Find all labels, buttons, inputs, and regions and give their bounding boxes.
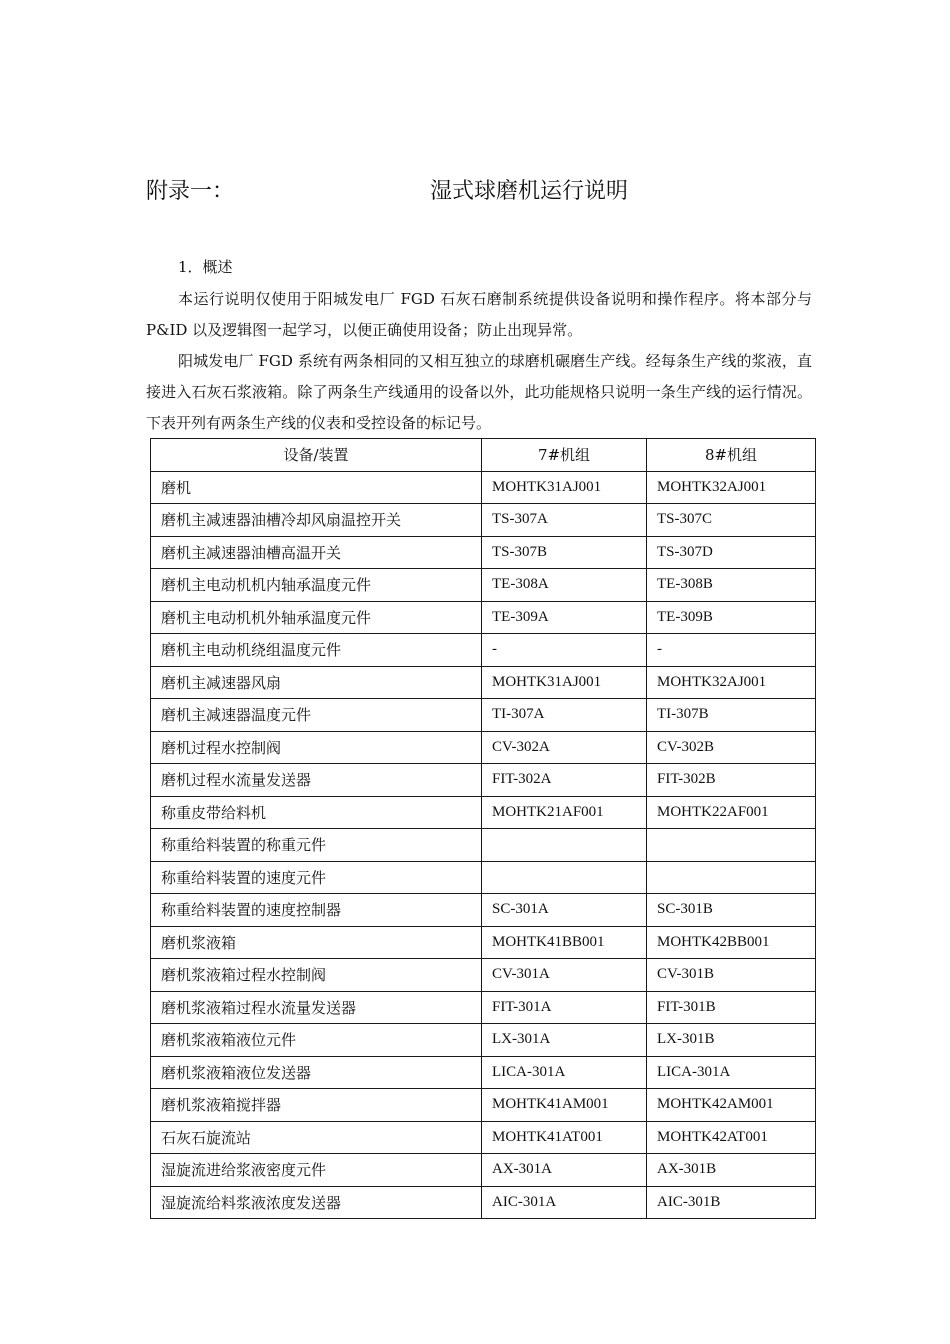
- unit-7-tag-cell: AIC-301A: [482, 1186, 647, 1219]
- unit-8-tag-cell: MOHTK32AJ001: [647, 666, 816, 699]
- table-row: [151, 1056, 816, 1089]
- unit-8-tag-cell: [647, 861, 816, 894]
- unit-8-tag-cell: TE-308B: [647, 569, 816, 602]
- unit-7-tag-cell: FIT-301A: [482, 991, 647, 1024]
- table-row: [151, 796, 816, 829]
- equipment-name-cell: 磨机主减速器温度元件: [151, 699, 482, 732]
- unit-7-tag-cell: TS-307A: [482, 504, 647, 537]
- table-row: [151, 1089, 816, 1122]
- equipment-name-cell: 磨机主电动机机外轴承温度元件: [151, 601, 482, 634]
- unit-7-tag-cell: TI-307A: [482, 699, 647, 732]
- unit-7-tag-cell: CV-301A: [482, 959, 647, 992]
- table-row: [151, 731, 816, 764]
- table-row: [151, 861, 816, 894]
- unit-7-tag-cell: MOHTK31AJ001: [482, 471, 647, 504]
- unit-8-tag-cell: MOHTK32AJ001: [647, 471, 816, 504]
- table-row: [151, 829, 816, 862]
- unit-7-tag-cell: MOHTK21AF001: [482, 796, 647, 829]
- unit-8-tag-cell: -: [647, 634, 816, 667]
- equipment-name-cell: 磨机主减速器风扇: [151, 666, 482, 699]
- table-row: [151, 1186, 816, 1219]
- table-body: [151, 471, 816, 1219]
- table-row: [151, 504, 816, 537]
- unit-7-tag-cell: MOHTK41AM001: [482, 1089, 647, 1122]
- unit-7-tag-cell: -: [482, 634, 647, 667]
- table-row: [151, 959, 816, 992]
- unit-8-tag-cell: CV-301B: [647, 959, 816, 992]
- unit-7-tag-cell: AX-301A: [482, 1154, 647, 1187]
- unit-8-tag-cell: MOHTK22AF001: [647, 796, 816, 829]
- equipment-name-cell: 磨机: [151, 471, 482, 504]
- equipment-name-cell: 磨机浆液箱: [151, 926, 482, 959]
- column-header-unit-7: 7#机组: [482, 439, 647, 472]
- unit-7-tag-cell: CV-302A: [482, 731, 647, 764]
- unit-8-tag-cell: MOHTK42AM001: [647, 1089, 816, 1122]
- equipment-name-cell: 磨机浆液箱过程水流量发送器: [151, 991, 482, 1024]
- unit-7-tag-cell: [482, 861, 647, 894]
- unit-7-tag-cell: [482, 829, 647, 862]
- equipment-name-cell: 磨机浆液箱过程水控制阀: [151, 959, 482, 992]
- unit-8-tag-cell: TS-307C: [647, 504, 816, 537]
- unit-7-tag-cell: LX-301A: [482, 1024, 647, 1057]
- table-row: [151, 1024, 816, 1057]
- table-row: [151, 569, 816, 602]
- paragraph-scope: 本运行说明仅使用于阳城发电厂 FGD 石灰石磨制系统提供设备说明和操作程序。将本部分与 P&ID 以及逻辑图一起学习，以便正确使用设备；防止出现异常。: [146, 290, 812, 339]
- equipment-name-cell: 称重给料装置的称重元件: [151, 829, 482, 862]
- equipment-name-cell: 磨机浆液箱液位元件: [151, 1024, 482, 1057]
- table-row: [151, 894, 816, 927]
- unit-7-tag-cell: TE-308A: [482, 569, 647, 602]
- table-row: [151, 926, 816, 959]
- unit-8-tag-cell: TS-307D: [647, 536, 816, 569]
- table-row: [151, 699, 816, 732]
- unit-7-tag-cell: MOHTK31AJ001: [482, 666, 647, 699]
- column-header-unit-8: 8#机组: [647, 439, 816, 472]
- unit-7-tag-cell: FIT-302A: [482, 764, 647, 797]
- unit-7-tag-cell: MOHTK41AT001: [482, 1121, 647, 1154]
- equipment-name-cell: 磨机主减速器油槽冷却风扇温控开关: [151, 504, 482, 537]
- unit-8-tag-cell: CV-302B: [647, 731, 816, 764]
- equipment-name-cell: 磨机过程水流量发送器: [151, 764, 482, 797]
- table-row: [151, 634, 816, 667]
- table-row: [151, 666, 816, 699]
- equipment-name-cell: 磨机浆液箱搅拌器: [151, 1089, 482, 1122]
- equipment-name-cell: 石灰石旋流站: [151, 1121, 482, 1154]
- unit-8-tag-cell: FIT-301B: [647, 991, 816, 1024]
- table-row: [151, 764, 816, 797]
- table-row: [151, 1154, 816, 1187]
- unit-7-tag-cell: TS-307B: [482, 536, 647, 569]
- table-row: [151, 471, 816, 504]
- equipment-name-cell: 磨机浆液箱液位发送器: [151, 1056, 482, 1089]
- equipment-name-cell: 磨机主减速器油槽高温开关: [151, 536, 482, 569]
- equipment-name-cell: 湿旋流进给浆液密度元件: [151, 1154, 482, 1187]
- unit-8-tag-cell: MOHTK42BB001: [647, 926, 816, 959]
- section-heading: 1．概述: [178, 258, 233, 276]
- unit-8-tag-cell: [647, 829, 816, 862]
- unit-8-tag-cell: SC-301B: [647, 894, 816, 927]
- equipment-name-cell: 称重给料装置的速度控制器: [151, 894, 482, 927]
- table-header-row: [151, 439, 816, 472]
- equipment-tag-table: [150, 438, 816, 1219]
- table-row: [151, 991, 816, 1024]
- equipment-name-cell: 磨机过程水控制阀: [151, 731, 482, 764]
- equipment-name-cell: 磨机主电动机机内轴承温度元件: [151, 569, 482, 602]
- unit-8-tag-cell: TE-309B: [647, 601, 816, 634]
- equipment-name-cell: 称重皮带给料机: [151, 796, 482, 829]
- unit-8-tag-cell: LICA-301A: [647, 1056, 816, 1089]
- unit-8-tag-cell: FIT-302B: [647, 764, 816, 797]
- unit-7-tag-cell: MOHTK41BB001: [482, 926, 647, 959]
- unit-8-tag-cell: TI-307B: [647, 699, 816, 732]
- equipment-name-cell: 湿旋流给料浆液浓度发送器: [151, 1186, 482, 1219]
- unit-8-tag-cell: LX-301B: [647, 1024, 816, 1057]
- paragraph-production-lines: 阳城发电厂 FGD 系统有两条相同的又相互独立的球磨机碾磨生产线。经每条生产线的浆液，直接进入石灰石浆液箱。除了两条生产线通用的设备以外，此功能规格只说明一条生产线的运行情况。下表开列有两条生产线的仪表和受控设备的标记号。: [146, 352, 812, 432]
- unit-8-tag-cell: MOHTK42AT001: [647, 1121, 816, 1154]
- table-row: [151, 601, 816, 634]
- table-row: [151, 536, 816, 569]
- column-header-equipment: 设备/装置: [151, 439, 482, 472]
- unit-7-tag-cell: TE-309A: [482, 601, 647, 634]
- unit-7-tag-cell: SC-301A: [482, 894, 647, 927]
- appendix-label: 附录一：: [146, 179, 235, 204]
- equipment-name-cell: 称重给料装置的速度元件: [151, 861, 482, 894]
- table-row: [151, 1121, 816, 1154]
- equipment-name-cell: 磨机主电动机绕组温度元件: [151, 634, 482, 667]
- unit-7-tag-cell: LICA-301A: [482, 1056, 647, 1089]
- unit-8-tag-cell: AIC-301B: [647, 1186, 816, 1219]
- unit-8-tag-cell: AX-301B: [647, 1154, 816, 1187]
- page-title: 湿式球磨机运行说明: [430, 179, 629, 204]
